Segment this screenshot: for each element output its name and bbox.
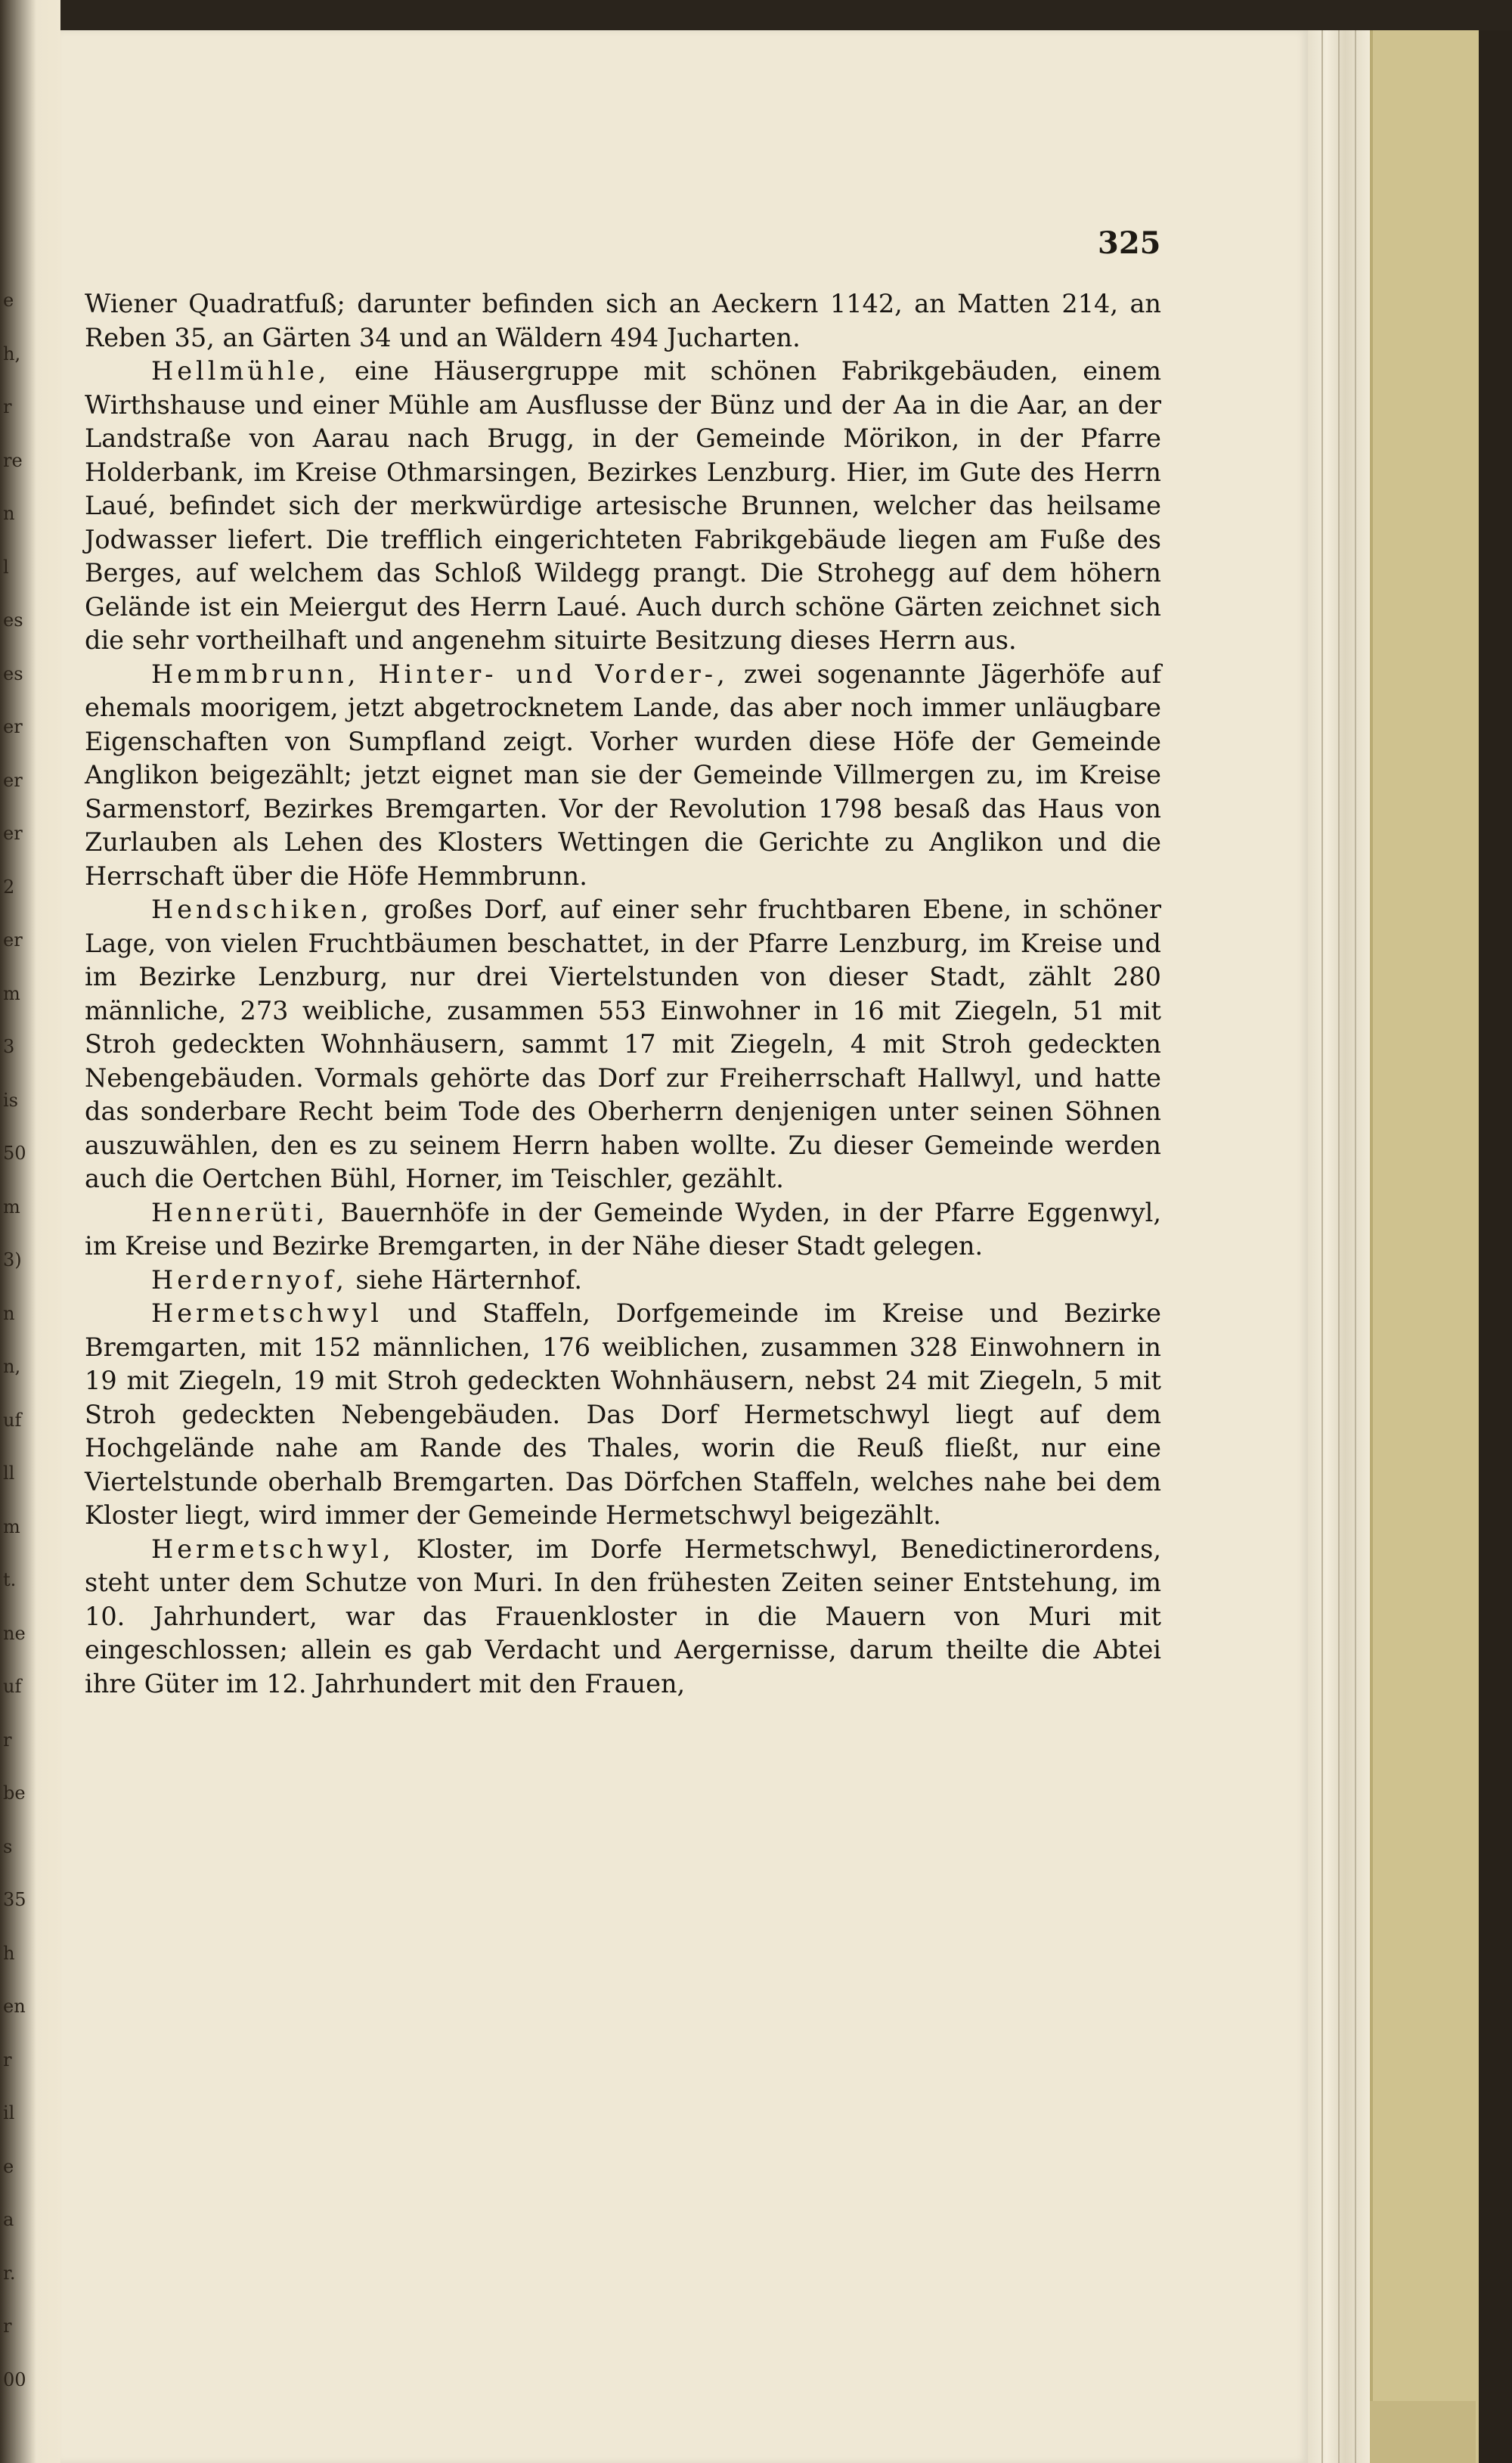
facing-page-fragment: r (3, 2049, 12, 2071)
facing-page-fragment: 3 (3, 1036, 15, 1057)
facing-page-fragment: l (3, 556, 9, 578)
page-number: 325 (1098, 225, 1161, 261)
entry-headword: Hermetschwyl (151, 1298, 383, 1328)
facing-page-fragment: il (3, 2102, 15, 2123)
facing-page-fragment: ne (3, 1622, 26, 1644)
entry-headword: Hemmbrunn, Hinter- und Vorder-, (151, 659, 729, 689)
entry-headword: Hendschiken, (151, 895, 373, 924)
facing-page-fragment: r. (3, 2262, 16, 2284)
book-cover-board (1370, 30, 1479, 2463)
facing-page-fragment: es (3, 662, 23, 684)
facing-page-fragment: en (3, 1996, 26, 2017)
paragraph (85, 1297, 1161, 1533)
facing-page-fragment: r (3, 1729, 12, 1751)
paragraph (85, 355, 1161, 658)
facing-page-fragment: m (3, 1515, 20, 1537)
entry-text: und Staffeln, Dorfgemeinde im Kreise und Bezirke Bremgarten, mit 152 männlichen, 176 weiblichen, zusammen 328 Einwohnern in 19 mit Ziegeln, 19 mit Stroh gedeckten Wohnhäusern, nebst 24 mit Ziegeln, 5 mit Stroh gedeckten Nebengebäuden. Das Dorf Hermetschwyl liegt auf dem Hochgelände nahe am Rande des Thales, worin die Reuß fließt, nur eine Viertelstunde oberhalb Bremgarten. Das Dörfchen Staffeln, welches nahe bei dem Kloster liegt, wird immer der Gemeinde Hermetschwyl beigezählt. (85, 1298, 1161, 1530)
paragraph (85, 893, 1161, 1196)
entry-text: großes Dorf, auf einer sehr fruchtbaren Ebene, in schöner Lage, von vielen Fruchtbäumen beschattet, in der Pfarre Lenzburg, im Kreise und im Bezirke Lenzburg, nur drei Viertelstunden von dieser Stadt, zählt 280 männliche, 273 weibliche, zusammen 553 Einwohner in 16 mit Ziegeln, 51 mit Stroh gedeckten Wohnhäusern, sammt 17 mit Ziegeln, 4 mit Stroh gedeckten Nebengebäuden. Vormals gehörte das Dorf zur Freiherrschaft Hallwyl, und hatte das sonderbare Recht beim Tode des Oberherrn denjenigen unter seinen Söhnen auszuwählen, den es zu seinem Herrn haben wollte. Zu dieser Gemeinde werden auch die Oertchen Bühl, Horner, im Teischler, gezählt. (85, 895, 1161, 1193)
facing-page-fragment: n (3, 1302, 15, 1324)
facing-page-fragment: n, (3, 1356, 21, 1377)
entry-text: zwei sogenannte Jägerhöfe auf ehemals moorigem, jetzt abgetrocknetem Lande, das aber noch immer unläugbare Eigenschaften von Sumpfland zeigt. Vorher wurden diese Höfe der Gemeinde Anglikon beigezählt; jetzt eignet man sie der Gemeinde Villmergen zu, im Kreise Sarmenstorf, Bezirkes Bremgarten. Vor der Revolution 1798 besaß das Haus von Zurlauben als Lehen des Klosters Wettingen die Gerichte zu Anglikon und die Herrschaft über die Höfe Hemmbrunn. (85, 659, 1161, 891)
facing-page-fragment: 2 (3, 876, 15, 898)
facing-page-fragment: s (3, 1835, 13, 1857)
facing-page-fragment: 3) (3, 1249, 22, 1270)
entry-headword: Herdernyof, (151, 1264, 348, 1295)
page-body (85, 287, 1161, 1701)
facing-page-fragment: 00 (3, 2368, 26, 2390)
facing-page-fragment: n (3, 503, 15, 524)
book-cover-board-bottom (1370, 2401, 1476, 2463)
entry-headword: Hennerüti, (151, 1197, 329, 1227)
facing-page-fragment: e (3, 2155, 14, 2177)
paragraph (85, 287, 1161, 355)
facing-page-fragment: uf (3, 1676, 22, 1697)
facing-page-fragment: es (3, 610, 23, 631)
facing-page-fragment: a (3, 2209, 14, 2230)
facing-page-fragment: h (3, 1942, 15, 1964)
entry-headword: Hermetschwyl, (151, 1534, 395, 1564)
facing-page-fragment: 35 (3, 1889, 26, 1910)
paragraph (85, 658, 1161, 894)
facing-page-fragment: er (3, 716, 23, 737)
top-dark-border (0, 0, 1512, 30)
facing-page-fragment: uf (3, 1409, 22, 1431)
entry-headword: Hellmühle, (151, 356, 330, 386)
facing-page-edge (0, 0, 60, 2463)
facing-page-fragment: e (3, 290, 14, 311)
paragraph (85, 1264, 1161, 1298)
facing-page-fragment: r (3, 396, 12, 417)
paragraph (85, 1533, 1161, 1701)
entry-text: eine Häusergruppe mit schönen Fabrikgebäuden, einem Wirthshause und einer Mühle am Ausflusse der Bünz und der Aa in die Aar, an der Landstraße von Aarau nach Brugg, in der Gemeinde Mörikon, in der Pfarre Holderbank, im Kreise Othmarsingen, Bezirkes Lenzburg. Hier, im Gute des Herrn Laué, befindet sich der merkwürdige artesische Brunnen, welcher das heilsame Jodwasser liefert. Die trefflich eingerichteten Fabrikgebäude liegen am Fuße des Berges, auf welchem das Schloß Wildegg prangt. Die Strohegg auf dem höhern Gelände ist ein Meiergut des Herrn Laué. Auch durch schöne Gärten zeichnet sich die sehr vortheilhaft und angenehm situirte Besitzung dieses Herrn aus. (85, 356, 1161, 655)
facing-page-fragment: m (3, 982, 20, 1004)
facing-page-fragment: m (3, 1196, 20, 1218)
facing-page-fragment: h, (3, 343, 21, 364)
facing-page-fragment: r (3, 2316, 12, 2337)
facing-page-fragment: re (3, 449, 23, 471)
facing-page-fragment: t. (3, 1569, 17, 1590)
page-edge-line (1321, 30, 1323, 2463)
facing-page-fragment: be (3, 1782, 26, 1804)
entry-text: siehe Härternhof. (347, 1264, 582, 1295)
facing-page-fragment: er (3, 823, 23, 844)
paragraph (85, 1196, 1161, 1264)
entry-text: Kloster, im Dorfe Hermetschwyl, Benedictinerordens, steht unter dem Schutze von Muri. In den frühesten Zeiten seiner Entstehung, im 10. Jahrhundert, war das Frauenkloster in die Mauern von Muri mit eingeschlossen; allein es gab Verdacht und Aergernisse, darum theilte die Abtei ihre Güter im 12. Jahrhundert mit den Frauen, (85, 1534, 1161, 1698)
facing-page-fragment: ll (3, 1463, 15, 1484)
facing-page-fragment: er (3, 769, 23, 791)
page-edge-line (1338, 30, 1340, 2463)
entry-text: Bauernhöfe in der Gemeinde Wyden, in der Pfarre Eggenwyl, im Kreise und Bezirke Bremgarten, in der Nähe dieser Stadt gelegen. (85, 1197, 1161, 1261)
page-edge-line (1355, 30, 1356, 2463)
facing-page-fragment: er (3, 929, 23, 951)
entry-text: Wiener Quadratfuß; darunter befinden sich an Aeckern 1142, an Matten 214, an Reben 35, an Gärten 34 und an Wäldern 494 Jucharten. (85, 289, 1161, 352)
facing-page-fragment: 50 (3, 1143, 26, 1164)
facing-page-fragment: is (3, 1089, 18, 1111)
